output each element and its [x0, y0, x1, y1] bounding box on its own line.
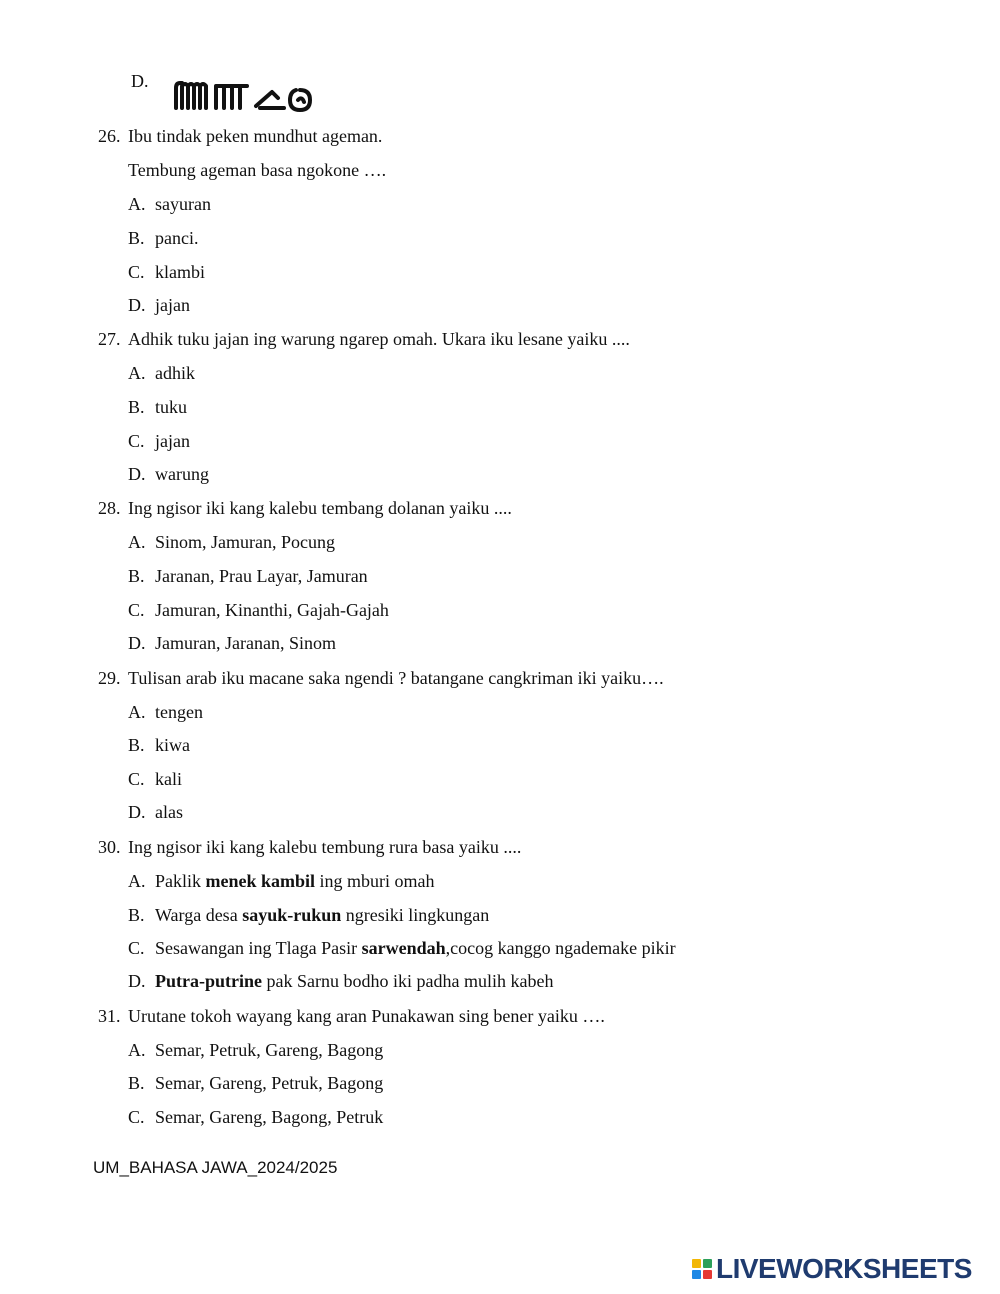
option-c[interactable]: [128, 1106, 383, 1128]
option-text-bold: sarwendah: [361, 938, 446, 958]
option-text-post: ,cocog kanggo ngademake pikir: [445, 938, 676, 958]
option-b[interactable]: [128, 734, 190, 756]
option-text: Semar, Petruk, Gareng, Bagong: [155, 1040, 384, 1060]
option-letter: B.: [128, 1073, 145, 1093]
option-text-bold: menek kambil: [205, 871, 316, 891]
option-text: jajan: [155, 295, 190, 315]
option-letter: A.: [128, 1040, 146, 1060]
option-letter: C.: [128, 431, 145, 451]
question-subtext: Tembung ageman basa ngokone ….: [128, 160, 387, 180]
option-letter: A.: [128, 871, 146, 891]
question-number: 28.: [98, 498, 121, 518]
option-text-bold: Putra-putrine: [155, 971, 262, 991]
option-letter: C.: [128, 938, 145, 958]
option-letter: D.: [128, 971, 146, 991]
question-text: Tulisan arab iku macane saka ngendi ? batangane cangkriman iki yaiku….: [128, 668, 664, 688]
page-footer: UM_BAHASA JAWA_2024/2025: [93, 1158, 338, 1177]
logo-tile: [703, 1259, 712, 1268]
option-text: klambi: [155, 262, 205, 282]
option-text: Jamuran, Jaranan, Sinom: [155, 633, 336, 653]
option-text-pre: Paklik: [155, 871, 206, 891]
option-text: Jaranan, Prau Layar, Jamuran: [155, 566, 368, 586]
option-text: Semar, Gareng, Bagong, Petruk: [155, 1107, 384, 1127]
option-b[interactable]: [128, 904, 489, 926]
option-b[interactable]: [128, 396, 187, 418]
question-number: 31.: [98, 1006, 121, 1026]
option-text-post: pak Sarnu bodho iki padha mulih kabeh: [262, 971, 554, 991]
option-b[interactable]: [128, 1072, 383, 1094]
question-text: Ibu tindak peken mundhut ageman.: [128, 126, 383, 146]
question-number: 29.: [98, 668, 121, 688]
option-letter: B.: [128, 228, 145, 248]
option-text: tengen: [155, 702, 203, 722]
option-text: jajan: [155, 431, 190, 451]
option-text-pre: Sesawangan ing Tlaga Pasir: [155, 938, 362, 958]
option-text: tuku: [155, 397, 188, 417]
option-letter: A.: [128, 363, 146, 383]
option-d[interactable]: [128, 294, 190, 316]
logo-text: LIVEWORKSHEETS: [716, 1253, 972, 1284]
option-c[interactable]: [128, 430, 190, 452]
option-text: kali: [155, 769, 182, 789]
q25-option-d-letter: D.: [131, 71, 149, 91]
option-letter: A.: [128, 532, 146, 552]
option-a[interactable]: [128, 531, 335, 553]
option-b[interactable]: [128, 227, 198, 249]
option-text: kiwa: [155, 735, 190, 755]
logo-tile: [692, 1259, 701, 1268]
option-c[interactable]: [128, 599, 389, 621]
question-number: 30.: [98, 837, 121, 857]
question-28: [98, 497, 512, 519]
question-number: 26.: [98, 126, 121, 146]
option-letter: C.: [128, 600, 145, 620]
option-d[interactable]: [128, 970, 553, 992]
option-a[interactable]: [128, 362, 195, 384]
option-letter: D.: [128, 802, 146, 822]
logo-tile: [703, 1270, 712, 1279]
option-text: alas: [155, 802, 183, 822]
option-letter: A.: [128, 194, 146, 214]
question-text: Ing ngisor iki kang kalebu tembung rura basa yaiku ....: [128, 837, 522, 857]
option-letter: A.: [128, 702, 146, 722]
option-c[interactable]: [128, 937, 676, 959]
option-letter: B.: [128, 566, 145, 586]
option-text-post: ngresiki lingkungan: [341, 905, 490, 925]
option-letter: B.: [128, 397, 145, 417]
option-text-pre: Warga desa: [155, 905, 243, 925]
option-c[interactable]: [128, 261, 205, 283]
option-d[interactable]: [128, 463, 209, 485]
option-letter: C.: [128, 1107, 145, 1127]
option-text: warung: [155, 464, 209, 484]
option-a[interactable]: [128, 1039, 383, 1061]
logo-tiles-icon: [692, 1259, 712, 1279]
option-text-bold: sayuk-rukun: [242, 905, 342, 925]
option-d[interactable]: [128, 632, 336, 654]
question-26: [98, 125, 382, 147]
option-text: panci.: [155, 228, 199, 248]
question-text: Adhik tuku jajan ing warung ngarep omah. Ukara iku lesane yaiku ....: [128, 329, 630, 349]
question-31: [98, 1005, 605, 1027]
option-text: Jamuran, Kinanthi, Gajah-Gajah: [155, 600, 389, 620]
option-letter: D.: [128, 464, 146, 484]
question-text: Ing ngisor iki kang kalebu tembang dolanan yaiku ....: [128, 498, 512, 518]
option-text: adhik: [155, 363, 195, 383]
option-text: Semar, Gareng, Petruk, Bagong: [155, 1073, 384, 1093]
question-number: 27.: [98, 329, 121, 349]
question-30: [98, 836, 521, 858]
option-letter: D.: [128, 633, 146, 653]
option-a[interactable]: [128, 701, 203, 723]
logo-tile: [692, 1270, 701, 1279]
option-letter: C.: [128, 769, 145, 789]
option-letter: C.: [128, 262, 145, 282]
question-text: Urutane tokoh wayang kang aran Punakawan sing bener yaiku ….: [128, 1006, 605, 1026]
option-d[interactable]: [128, 801, 183, 823]
option-letter: D.: [128, 295, 146, 315]
option-text-post: ing mburi omah: [315, 871, 435, 891]
option-letter: B.: [128, 735, 145, 755]
javanese-script-image: [172, 78, 330, 114]
liveworksheets-logo[interactable]: [692, 1253, 972, 1285]
option-a[interactable]: [128, 193, 211, 215]
option-text: Sinom, Jamuran, Pocung: [155, 532, 335, 552]
question-29: [98, 667, 664, 689]
question-27: [98, 328, 630, 350]
option-letter: B.: [128, 905, 145, 925]
option-text: sayuran: [155, 194, 211, 214]
option-c[interactable]: [128, 768, 182, 790]
option-b[interactable]: [128, 565, 368, 587]
option-a[interactable]: [128, 870, 435, 892]
